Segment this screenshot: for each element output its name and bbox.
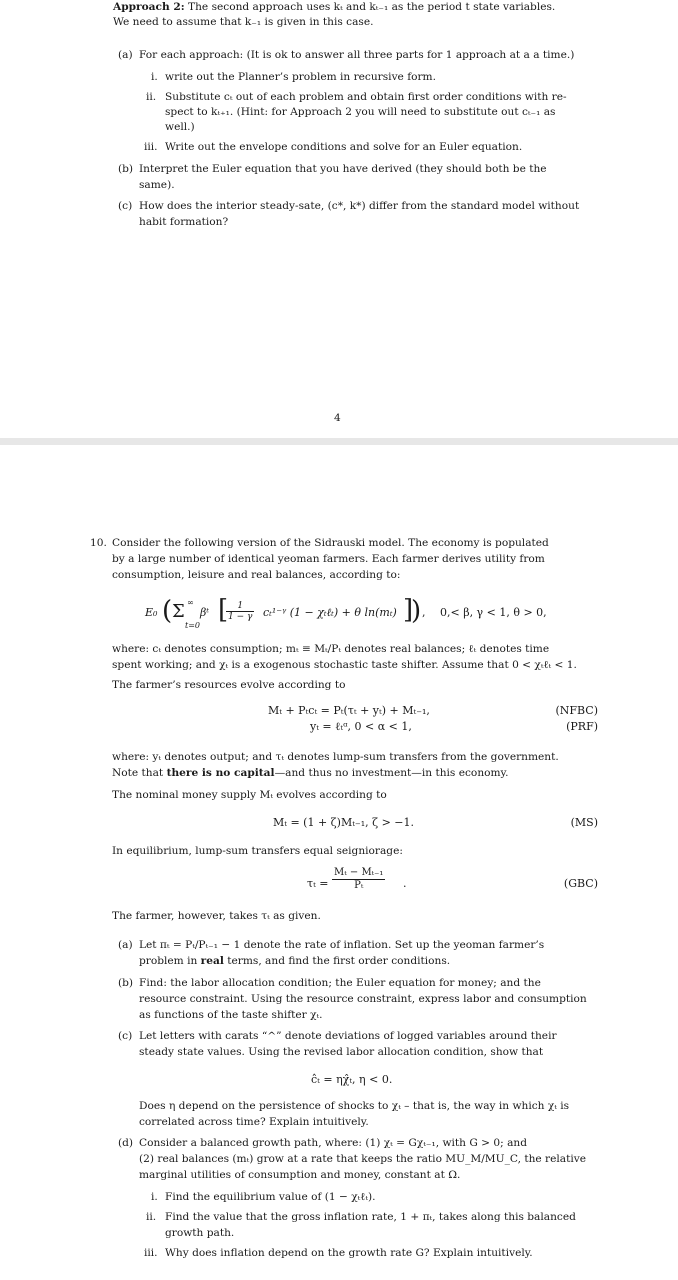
- close-paren: ): [411, 596, 422, 626]
- q-a-bold: real: [200, 955, 224, 967]
- ms-equation: Mₜ = (1 + ζ)Mₜ₋₁, ζ > −1.: [273, 816, 415, 829]
- part-a-label: (a): [118, 49, 133, 61]
- nfbc-tag: (NFBC): [555, 704, 598, 717]
- where2-pre: Note that: [112, 767, 167, 779]
- q-d-i-label: i.: [151, 1191, 158, 1203]
- sum-upper-limit: ∞: [187, 598, 194, 607]
- nfbc-equation: Mₜ + Pₜcₜ = Pₜ(τₜ + yₜ) + Mₜ₋₁,: [268, 704, 430, 717]
- part-b-label: (b): [118, 163, 134, 175]
- gbc-fraction: [332, 867, 385, 892]
- part-a-i-label: i.: [151, 71, 158, 83]
- open-paren: (: [162, 596, 173, 626]
- intro-line1: Consider the following version of the Sidrauski model. The economy is populated: [112, 537, 549, 549]
- q-b-line2: resource constraint. Using the resource constraint, express labor and consumption: [139, 993, 587, 1005]
- q-a-pre: problem in: [139, 955, 201, 967]
- approach2-line1: [113, 1, 555, 14]
- part-a-iii-label: iii.: [144, 141, 158, 153]
- part-c-line2: habit formation?: [139, 216, 229, 228]
- utility-body: cₜ¹⁻ᵞ (1 − χₜℓₜ) + θ ln(mₜ): [263, 606, 397, 619]
- farmer-note: The farmer, however, takes τₜ as given.: [112, 910, 321, 922]
- where2-post: —and thus no investment—in this economy.: [274, 767, 509, 779]
- part-a-ii-line2: spect to kₜ₊₁. (Hint: for Approach 2 you will need to substitute out cₜ₋₁ as: [165, 106, 556, 118]
- q-a-line1: Let πₜ = Pₜ/Pₜ₋₁ − 1 denote the rate of inflation. Set up the yeoman farmer’s: [139, 939, 545, 951]
- q-d-ii-label: ii.: [146, 1211, 157, 1223]
- q-c-equation: ĉₜ = ηχ̂ₜ, η < 0.: [311, 1073, 393, 1086]
- where2-bold: there is no capital: [166, 767, 275, 779]
- sum-lower-limit: t=0: [185, 621, 201, 630]
- approach2-label: Approach 2:: [113, 1, 185, 13]
- part-a-ii-line1: Substitute cₜ out of each problem and obtain first order conditions with re-: [165, 91, 567, 103]
- q-d-line3: marginal utilities of consumption and money, constant at Ω.: [139, 1169, 461, 1181]
- where2-line2: [112, 767, 509, 780]
- prf-equation: yₜ = ℓₜᵅ, 0 < α < 1,: [310, 720, 412, 733]
- where1-line2: spent working; and χₜ is a exogenous stochastic taste shifter. Assume that 0 < χₜℓₜ < 1.: [112, 659, 577, 671]
- part-a-text: For each approach: (It is ok to answer all three parts for 1 approach at a a time.): [139, 49, 575, 61]
- utility-conditions: 0,< β, γ < 1, θ > 0,: [440, 606, 547, 619]
- fraction-denominator: 1 − γ: [228, 612, 253, 622]
- ms-tag: (MS): [570, 816, 598, 829]
- q-a-label: (a): [118, 939, 133, 951]
- q-d-i-text: Find the equilibrium value of (1 − χₜℓₜ).: [165, 1191, 376, 1203]
- where1-line1: where: cₜ denotes consumption; mₜ ≡ Mₜ/Pₜ denotes real balances; ℓₜ denotes time: [112, 643, 550, 655]
- q-d-ii-line2: growth path.: [165, 1227, 235, 1239]
- equilibrium-intro: In equilibrium, lump-sum transfers equal seigniorage:: [112, 845, 403, 857]
- utility-fraction: [226, 601, 254, 622]
- approach2-text: The second approach uses kₜ and kₜ₋₁ as the period t state variables.: [188, 1, 556, 13]
- intro-line3: consumption, leisure and real balances, according to:: [112, 569, 401, 581]
- summation-sign: Σ: [172, 601, 185, 622]
- q-c-after1: Does η depend on the persistence of shocks to χₜ – that is, the way in which χₜ is: [139, 1100, 570, 1112]
- money-intro: The nominal money supply Mₜ evolves according to: [112, 789, 387, 801]
- q-c-line1: Let letters with carats “^” denote deviations of logged variables around their: [139, 1030, 557, 1042]
- q-d-ii-line1: Find the value that the gross inflation rate, 1 + πₜ, takes along this balanced: [165, 1211, 576, 1223]
- gbc-period: .: [403, 877, 407, 890]
- intro-line2: by a large number of identical yeoman farmers. Each farmer derives utility from: [112, 553, 545, 565]
- q-d-line1: Consider a balanced growth path, where: (1) χₜ = Gχₜ₋₁, with G > 0; and: [139, 1137, 528, 1149]
- part-a-ii-label: ii.: [146, 91, 157, 103]
- q-d-iii-text: Why does inflation depend on the growth rate G? Explain intuitively.: [165, 1247, 533, 1259]
- q-d-iii-label: iii.: [144, 1247, 158, 1259]
- q-b-line3: as functions of the taste shifter χₜ.: [139, 1009, 323, 1021]
- discount-term: βᵗ: [200, 606, 210, 619]
- page-top: [0, 0, 678, 438]
- part-a-ii-line3: well.): [165, 121, 195, 133]
- where2-line1: where: yₜ denotes output; and τₜ denotes lump-sum transfers from the government.: [112, 751, 559, 763]
- resources-intro: The farmer’s resources evolve according to: [112, 679, 346, 691]
- close-bracket: ]: [403, 595, 414, 625]
- part-c-label: (c): [118, 200, 133, 212]
- prf-tag: (PRF): [566, 720, 598, 733]
- gbc-denominator: Pₜ: [354, 880, 364, 891]
- q-a-post: terms, and find the first order conditions.: [223, 955, 451, 967]
- q-d-label: (d): [118, 1137, 134, 1149]
- part-a-i-text: write out the Planner’s problem in recursive form.: [165, 71, 436, 83]
- page-number: 4: [334, 412, 341, 424]
- part-b-line1: Interpret the Euler equation that you have derived (they should both be the: [139, 163, 547, 175]
- q-c-label: (c): [118, 1030, 133, 1042]
- approach2-line2: We need to assume that k₋₁ is given in this case.: [113, 16, 374, 28]
- page-separator: [0, 438, 678, 445]
- expectation-operator: E₀: [145, 606, 158, 619]
- q-b-line1: Find: the labor allocation condition; the Euler equation for money; and the: [139, 977, 541, 989]
- comma: ,: [422, 606, 426, 619]
- q-a-line2: [139, 955, 450, 968]
- q-c-line2: steady state values. Using the revised labor allocation condition, show that: [139, 1046, 544, 1058]
- gbc-tag: (GBC): [563, 877, 598, 890]
- open-bracket: [: [218, 595, 229, 625]
- part-b-line2: same).: [139, 179, 175, 191]
- fraction-numerator: 1: [226, 601, 254, 612]
- gbc-lhs: τₜ =: [307, 877, 329, 890]
- q-d-line2: (2) real balances (mₜ) grow at a rate that keeps the ratio MU_M/MU_C, the relative: [139, 1153, 586, 1165]
- q-c-after2: correlated across time? Explain intuitively.: [139, 1116, 369, 1128]
- page-bottom: [0, 445, 678, 1280]
- part-a-iii-text: Write out the envelope conditions and solve for an Euler equation.: [165, 141, 523, 153]
- q-b-label: (b): [118, 977, 134, 989]
- problem-number: 10.: [90, 537, 107, 549]
- part-c-line1: How does the interior steady-sate, (c*, k*) differ from the standard model without: [139, 200, 580, 212]
- gbc-numerator: Mₜ − Mₜ₋₁: [334, 867, 384, 878]
